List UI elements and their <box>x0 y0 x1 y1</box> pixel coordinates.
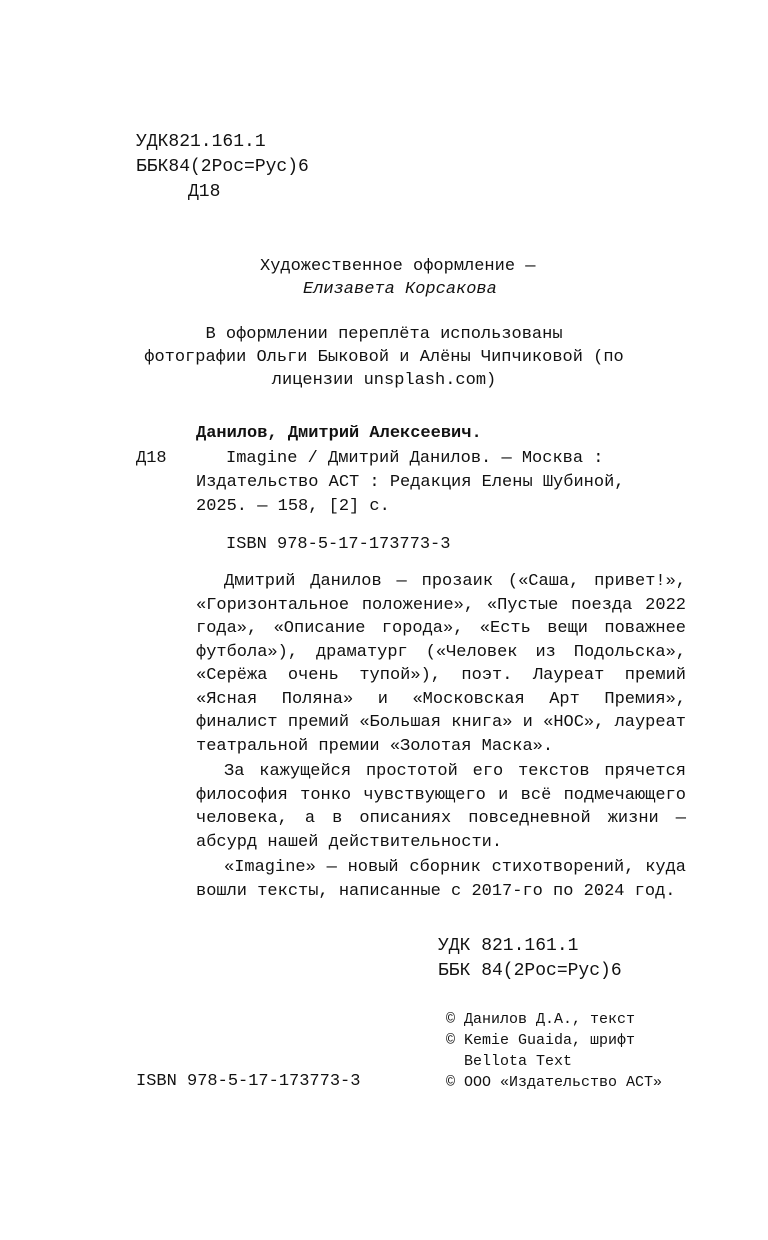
annotation-paragraph: За кажущейся простотой его текстов прячется философия тонко чувствующего и всё подмечающего человека, а в описаниях повседневной жизни — абсурд нашей действительности. <box>196 762 686 852</box>
author-mark: Д18 <box>188 182 221 202</box>
record-publisher-line: Издательство АСТ : Редакция Елены Шубиной, <box>196 473 625 492</box>
bbk-code: ББК84(2Рос=Рус)6 <box>136 157 309 177</box>
copyright-author: © Данилов Д.А., текст <box>446 1011 636 1028</box>
udk-code: УДК821.161.1 <box>136 132 266 152</box>
annotation-paragraph: Дмитрий Данилов — прозаик («Саша, привет!», «Горизонтальное положение», «Пустые поезда 2022 года», «Описание города», «Есть вещи поважнее футбола»), драматург («Человек из Подольска», «Серёжа очень тупой»), поэт. Лауреат премий «Ясная Поляна» и «Московская Арт Премия», финалист премий «Большая книга» и «НОС», лауреат театральной премии «Золотая Маска». <box>196 572 686 756</box>
annotation-paragraph: «Imagine» — новый сборник стихотворений, куда вошли тексты, написанные с 2017-го по 2024 год. <box>196 858 686 901</box>
record-mark: Д18 <box>136 449 167 468</box>
record-year-line: 2025. — 158, [2] с. <box>196 497 390 516</box>
design-credit-name: Елизавета Корсакова <box>303 280 497 299</box>
copyright-font: © Kemie Guaida, шрифт <box>446 1032 636 1049</box>
annotation <box>196 570 686 903</box>
copyright-font-name: Bellota Text <box>446 1053 573 1070</box>
record-isbn: ISBN 978-5-17-173773-3 <box>226 535 451 554</box>
bottom-isbn: ISBN 978-5-17-173773-3 <box>136 1072 361 1091</box>
photo-credit-line2: фотографии Ольги Быковой и Алёны Чипчиковой (по <box>144 348 624 367</box>
copyright-block <box>446 1009 662 1093</box>
photo-credit-line3: лицензии unsplash.com) <box>271 371 497 390</box>
index-udk: УДК 821.161.1 <box>438 936 579 956</box>
record-author: Данилов, Дмитрий Алексеевич. <box>196 424 482 443</box>
design-credit-label: Художественное оформление — <box>260 257 536 276</box>
copyright-publisher: © ООО «Издательство АСТ» <box>446 1074 663 1091</box>
photo-credit-line1: В оформлении переплёта использованы <box>205 325 563 344</box>
record-title-line: Imagine / Дмитрий Данилов. — Москва : <box>226 449 604 468</box>
index-bbk: ББК 84(2Рос=Рус)6 <box>438 961 622 981</box>
